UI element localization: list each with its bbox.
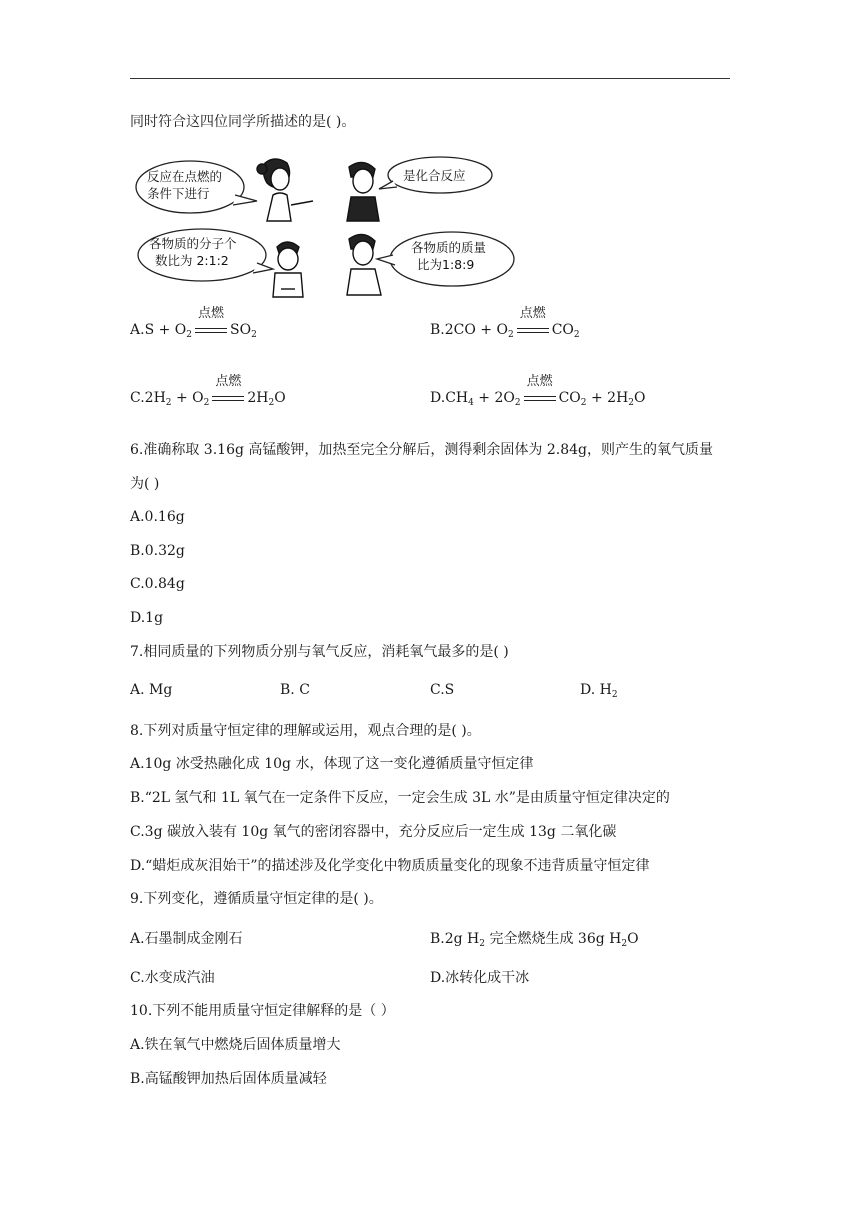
svg-text:比为1:8:9: 比为1:8:9 — [417, 257, 475, 272]
q9-option-d[interactable]: D.冰转化成干冰 — [430, 970, 530, 986]
q5-option-a[interactable]: $A.S + O_2$ 点燃 $SO_2$ — [130, 306, 257, 340]
svg-text:是化合反应: 是化合反应 — [403, 168, 466, 183]
student-girl-figure — [257, 159, 313, 221]
q7-option-d[interactable]: D. $H_2$ — [580, 682, 618, 700]
svg-text:条件下进行: 条件下进行 — [147, 186, 210, 201]
students-illustration — [135, 155, 520, 300]
q10-option-a[interactable]: A.铁在氧气中燃烧后固体质量增大 — [130, 1037, 341, 1053]
q5-option-d[interactable]: $D.CH_4 + 2O_2$ 点燃 $CO_2 + 2H_2O$ — [430, 374, 646, 408]
svg-text:数比为 2:1:2: 数比为 2:1:2 — [155, 253, 229, 268]
svg-text:各物质的质量: 各物质的质量 — [411, 240, 487, 255]
svg-text:反应在点燃的: 反应在点燃的 — [147, 169, 223, 184]
q7-option-b[interactable]: B. C — [280, 682, 310, 698]
header-rule — [130, 78, 730, 79]
speech-bubble-1 — [136, 161, 257, 213]
q8-option-b[interactable]: B.“2L 氢气和 1L 氧气在一定条件下反应，一定会生成 3L 水”是由质量守恒定律决定的 — [130, 790, 670, 806]
speech-bubble-2 — [379, 157, 492, 193]
speech-bubble-4 — [377, 232, 514, 286]
q8-option-d[interactable]: D.“蜡炬成灰泪始干”的描述涉及化学变化中物质质量变化的现象不违背质量守恒定律 — [130, 858, 650, 874]
q7-stem: 7.相同质量的下列物质分别与氧气反应，消耗氧气最多的是( ) — [130, 644, 509, 660]
svg-text:各物质的分子个: 各物质的分子个 — [149, 236, 237, 251]
q5-option-b[interactable]: $B.2CO + O_2$ 点燃 $CO_2$ — [430, 306, 580, 340]
student-boy-figure-2 — [347, 234, 381, 295]
q7-option-c[interactable]: C.S — [430, 682, 455, 698]
intro-text: 同时符合这四位同学所描述的是( )。 — [130, 114, 356, 130]
q6-option-c[interactable]: C.0.84g — [130, 576, 185, 592]
q9-stem: 9.下列变化，遵循质量守恒定律的是( )。 — [130, 891, 383, 907]
q7-option-a[interactable]: A. Mg — [130, 682, 173, 698]
q10-stem: 10.下列不能用质量守恒定律解释的是（ ） — [130, 1003, 395, 1019]
q8-stem: 8.下列对质量守恒定律的理解或运用，观点合理的是( )。 — [130, 723, 481, 739]
q9-option-b[interactable]: B.2g $H_2$ 完全燃烧生成 36g $H_2O$ — [430, 931, 639, 949]
student-boy-figure-1 — [347, 162, 379, 221]
student-figure-3 — [273, 242, 303, 297]
speech-bubble-3 — [138, 229, 273, 281]
q9-option-a[interactable]: A.石墨制成金刚石 — [130, 931, 243, 947]
q9-option-c[interactable]: C.水变成汽油 — [130, 970, 215, 986]
q6-stem-line2: 为( ) — [130, 476, 160, 492]
q6-option-d[interactable]: D.1g — [130, 610, 164, 626]
q6-option-a[interactable]: A.0.16g — [130, 509, 185, 525]
q5-option-c[interactable]: $C.2H_2 + O_2$ 点燃 $2H_2O$ — [130, 374, 286, 408]
q8-option-a[interactable]: A.10g 冰受热融化成 10g 水，体现了这一变化遵循质量守恒定律 — [130, 756, 534, 772]
q6-stem-line1: 6.准确称取 3.16g 高锰酸钾，加热至完全分解后，测得剩余固体为 2.84g，则产生的氧气质量 — [130, 442, 713, 458]
q10-option-b[interactable]: B.高锰酸钾加热后固体质量减轻 — [130, 1071, 327, 1087]
q8-option-c[interactable]: C.3g 碳放入装有 10g 氧气的密闭容器中，充分反应后一定生成 13g 二氧化碳 — [130, 824, 617, 840]
q6-option-b[interactable]: B.0.32g — [130, 543, 185, 559]
